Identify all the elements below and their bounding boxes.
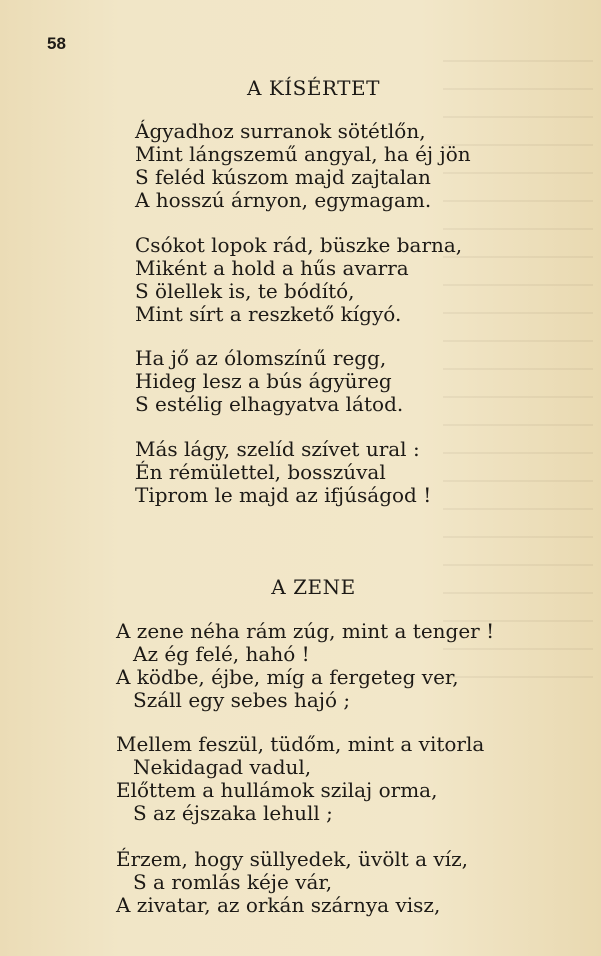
- verse-line: Ha jő az ólomszínű regg,: [135, 346, 387, 370]
- verse-line: Más lágy, szelíd szívet ural :: [135, 437, 420, 461]
- verse-line: Érzem, hogy süllyedek, üvölt a víz,: [116, 847, 469, 871]
- verse-line: Mint lángszemű angyal, ha éj jön: [135, 142, 471, 166]
- verse-line: S a romlás kéje vár,: [133, 870, 333, 894]
- stanza: [116, 848, 468, 917]
- stanza: [116, 620, 494, 712]
- verse-line: Tiprom le majd az ifjúságod !: [135, 483, 432, 507]
- verse-line: Hideg lesz a bús ágyüreg: [135, 369, 392, 393]
- stanza: [135, 347, 403, 416]
- verse-line: Száll egy sebes hajó ;: [133, 688, 351, 712]
- verse-line: Én rémülettel, bosszúval: [135, 460, 386, 484]
- verse-line: Az ég felé, hahó !: [133, 642, 310, 666]
- verse-line: Nekidagad vadul,: [133, 755, 312, 779]
- verse-line: Előttem a hullámok szilaj orma,: [116, 778, 438, 802]
- verse-line: S ölellek is, te bódító,: [135, 279, 355, 303]
- stanza: [135, 438, 431, 507]
- page-number: 58: [47, 34, 66, 53]
- verse-line: A zivatar, az orkán szárnya visz,: [116, 893, 441, 917]
- verse-line: A ködbe, éjbe, míg a fergeteg ver,: [116, 665, 459, 689]
- verse-line: A hosszú árnyon, egymagam.: [135, 188, 432, 212]
- stanza: [135, 234, 462, 326]
- stanza: [135, 120, 471, 212]
- verse-line: S az éjszaka lehull ;: [133, 801, 333, 825]
- stanza: [116, 733, 484, 825]
- verse-line: Csókot lopok rád, büszke barna,: [135, 233, 463, 257]
- verse-line: Miként a hold a hűs avarra: [135, 256, 409, 280]
- poem-title: A ZENE: [271, 575, 356, 599]
- verse-line: S estélig elhagyatva látod.: [135, 392, 404, 416]
- verse-line: A zene néha rám zúg, mint a tenger !: [116, 619, 495, 643]
- poem-title: A KÍSÉRTET: [247, 76, 380, 100]
- verse-line: Ágyadhoz surranok sötétlőn,: [135, 119, 426, 143]
- verse-line: Mint sírt a reszkető kígyó.: [135, 302, 402, 326]
- verse-line: S feléd kúszom majd zajtalan: [135, 165, 431, 189]
- verse-line: Mellem feszül, tüdőm, mint a vitorla: [116, 732, 485, 756]
